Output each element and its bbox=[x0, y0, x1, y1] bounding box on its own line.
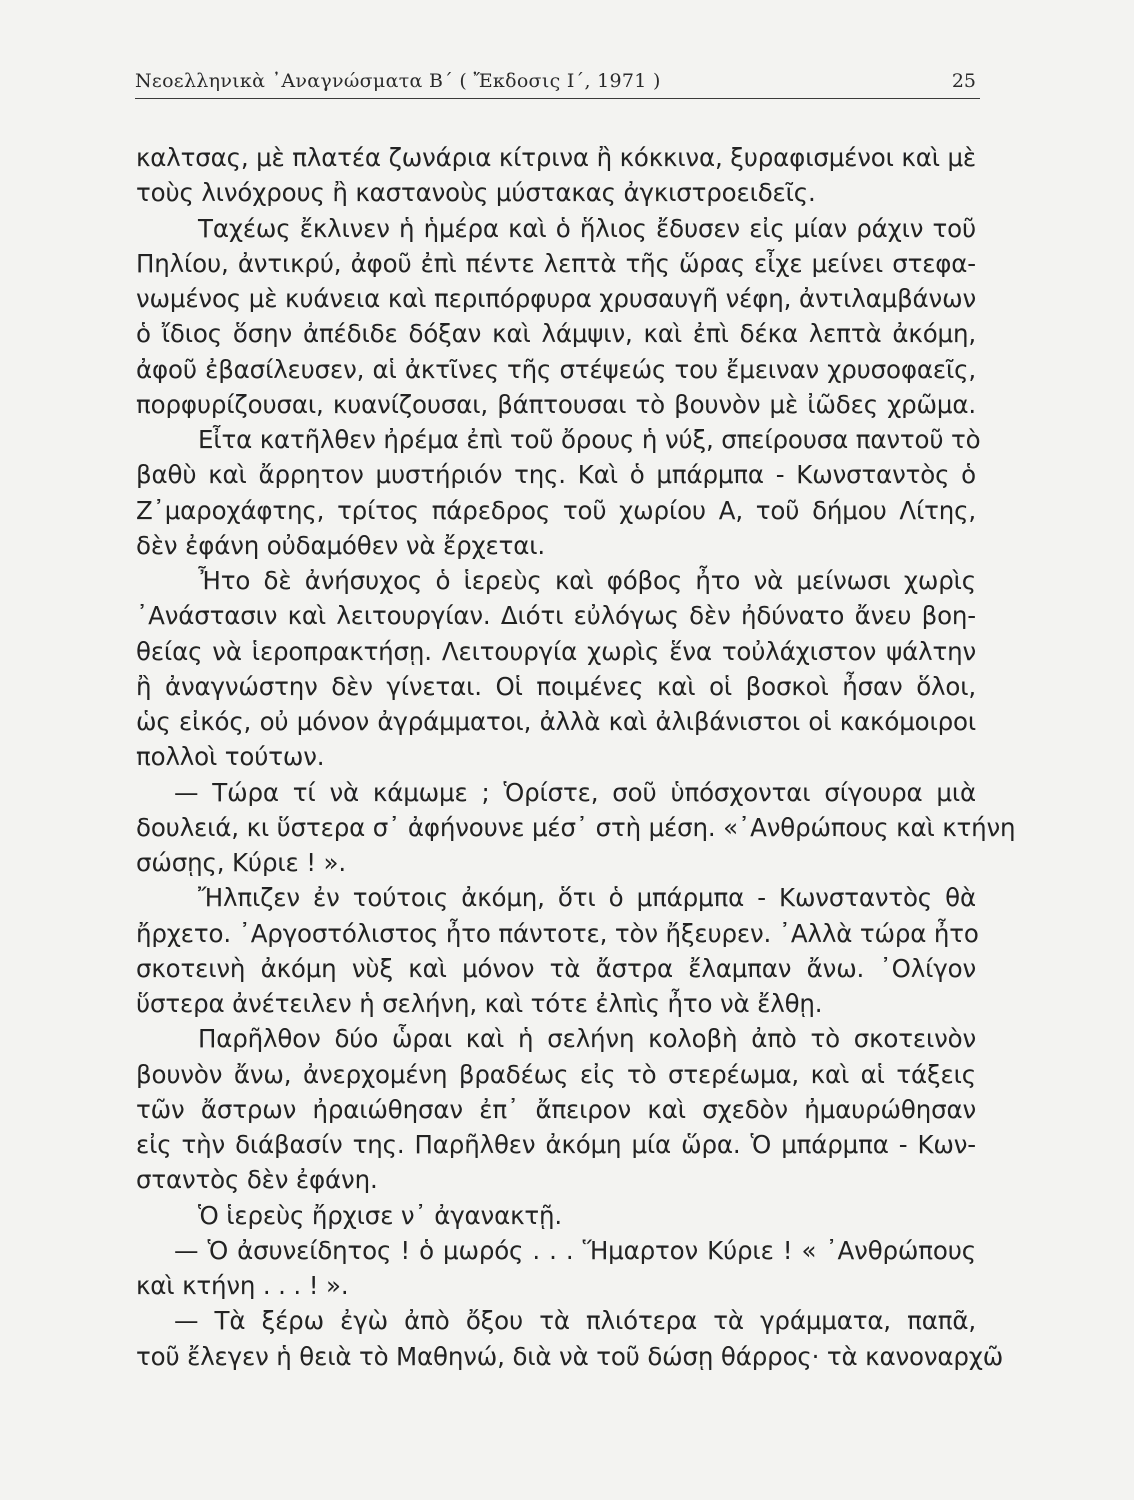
text-line: ὕστερα ἀνέτειλεν ἡ σελήνη, καὶ τότε ἐλπὶς ἦτο νὰ ἔλθῃ. bbox=[136, 989, 823, 1018]
text-line: ἤρχετο. ᾿Αργοστόλιστος ἦτο πάντοτε, τὸν ἤξευρεν. ᾿Αλλὰ τώρα ἦτο bbox=[136, 918, 979, 948]
text-line: τοὺς λινόχρους ἢ καστανοὺς μύστακας ἀγκιστροειδεῖς. bbox=[136, 178, 816, 208]
text-line: ἀφοῦ ἐβασίλευσεν, αἱ ἀκτῖνες τῆς στέψεώς του ἔμειναν χρυσοφαεῖς, bbox=[136, 354, 976, 384]
header-rule bbox=[135, 98, 980, 99]
text-line: πολλοὶ τούτων. bbox=[136, 742, 325, 772]
dialogue-line: — Τώρα τί νὰ κάμωμε ; Ὁρίστε, σοῦ ὑπόσχονται σίγουρα μιὰ bbox=[174, 777, 976, 807]
text-line: νωμένος μὲ κυάνεια καὶ περιπόρφυρα χρυσαυγῆ νέφη, ἀντιλαμβάνων bbox=[136, 284, 976, 313]
body-text bbox=[136, 140, 1016, 1374]
text-line: δὲν ἐφάνη οὐδαμόθεν νὰ ἔρχεται. bbox=[136, 530, 545, 560]
text-line: τῶν ἄστρων ἠραιώθησαν ἐπ᾿ ἄπειρον καὶ σχεδὸν ἠμαυρώθησαν bbox=[136, 1094, 976, 1124]
text-line: βαθὺ καὶ ἄρρητον μυστήριόν της. Καὶ ὁ μπάρμπα - Κωνσταντὸς ὁ bbox=[136, 460, 976, 490]
paragraph-start-line: Εἶτα κατῆλθεν ἠρέμα ἐπὶ τοῦ ὄρους ἡ νύξ, σπείρουσα παντοῦ τὸ bbox=[198, 425, 981, 454]
text-line: Ζ᾿μαροχάφτης, τρίτος πάρεδρος τοῦ χωρίου Α, τοῦ δήμου Λίτης, bbox=[136, 495, 976, 525]
paragraph-start-line: Ταχέως ἔκλινεν ἡ ἡμέρα καὶ ὁ ἥλιος ἔδυσεν εἰς μίαν ράχιν τοῦ bbox=[198, 213, 976, 243]
text-line: δουλειά, κι ὕστερα σ᾿ ἀφήνουνε μέσ᾿ στὴ μέση. «᾿Ανθρώπους καὶ κτήνη bbox=[136, 812, 1016, 842]
text-line: θείας νὰ ἱεροπρακτήσῃ. Λειτουργία χωρὶς ἕνα τοὐλάχιστον ψάλτην bbox=[136, 636, 976, 666]
header-title: Νεοελληνικὰ ᾿Αναγνώσματα Β΄ ( Ἔκδοσις Ι΄, 1971 ) bbox=[135, 70, 661, 92]
page-number: 25 bbox=[951, 70, 976, 92]
text-line: ᾿Ανάστασιν καὶ λειτουργίαν. Διότι εὐλόγως δὲν ἠδύνατο ἄνευ βοη- bbox=[136, 601, 976, 631]
text-line: σκοτεινὴ ἀκόμη νὺξ καὶ μόνον τὰ ἄστρα ἔλαμπαν ἄνω. ᾿Ολίγον bbox=[136, 953, 976, 983]
text-line: σώσῃς, Κύριε ! ». bbox=[136, 848, 347, 877]
text-line: ὡς εἰκός, οὐ μόνον ἀγράμματοι, ἀλλὰ καὶ ἀλιβάνιστοι οἱ κακόμοιροι bbox=[136, 707, 976, 736]
text-line: πορφυρίζουσαι, κυανίζουσαι, βάπτουσαι τὸ βουνὸν μὲ ἰῶδες χρῶμα. bbox=[136, 389, 976, 419]
dialogue-line: — Ὁ ἀσυνείδητος ! ὁ μωρός . . . Ἥμαρτον Κύριε ! « ᾿Ανθρώπους bbox=[174, 1235, 976, 1265]
text-line: Πηλίου, ἀντικρύ, ἀφοῦ ἐπὶ πέντε λεπτὰ τῆς ὥρας εἶχε μείνει στεφα- bbox=[136, 248, 976, 278]
text-line: καὶ κτήνη . . . ! ». bbox=[136, 1271, 349, 1300]
running-header bbox=[135, 66, 980, 100]
paragraph-start-line: Ἤλπιζεν ἐν τούτοις ἀκόμη, ὅτι ὁ μπάρμπα - Κωνσταντὸς θὰ bbox=[198, 883, 976, 913]
text-line: τοῦ ἔλεγεν ἡ θειὰ τὸ Μαθηνώ, διὰ νὰ τοῦ δώσῃ θάρρος· τὰ κανοναρχῶ bbox=[136, 1341, 1004, 1371]
dialogue-line: — Τὰ ξέρω ἐγὼ ἀπὸ ὄξου τὰ πλιότερα τὰ γράμματα, παπᾶ, bbox=[174, 1306, 976, 1336]
paragraph-start-line: Ἦτο δὲ ἀνήσυχος ὁ ἱερεὺς καὶ φόβος ἦτο νὰ μείνωσι χωρὶς bbox=[198, 566, 976, 595]
text-line: καλτσας, μὲ πλατέα ζωνάρια κίτρινα ἢ κόκκινα, ξυραφισμένοι καὶ μὲ bbox=[136, 143, 976, 172]
text-line: εἰς τὴν διάβασίν της. Παρῆλθεν ἀκόμη μία ὥρα. Ὁ μπάρμπα - Κων- bbox=[136, 1130, 976, 1159]
text-line: ἢ ἀναγνώστην δὲν γίνεται. Οἱ ποιμένες καὶ οἱ βοσκοὶ ἦσαν ὅλοι, bbox=[136, 671, 976, 701]
text-line: σταντὸς δὲν ἐφάνη. bbox=[136, 1165, 378, 1195]
paragraph-start-line: Παρῆλθον δύο ὧραι καὶ ἡ σελήνη κολοβὴ ἀπὸ τὸ σκοτεινὸν bbox=[198, 1024, 976, 1054]
paragraph-start-line: Ὁ ἱερεὺς ἤρχισε ν᾿ ἀγανακτῇ. bbox=[198, 1200, 562, 1230]
text-line: ὁ ἴδιος ὅσην ἀπέδιδε δόξαν καὶ λάμψιν, καὶ ἐπὶ δέκα λεπτὰ ἀκόμη, bbox=[136, 319, 976, 349]
text-line: βουνὸν ἄνω, ἀνερχομένη βραδέως εἰς τὸ στερέωμα, καὶ αἱ τάξεις bbox=[136, 1059, 976, 1089]
